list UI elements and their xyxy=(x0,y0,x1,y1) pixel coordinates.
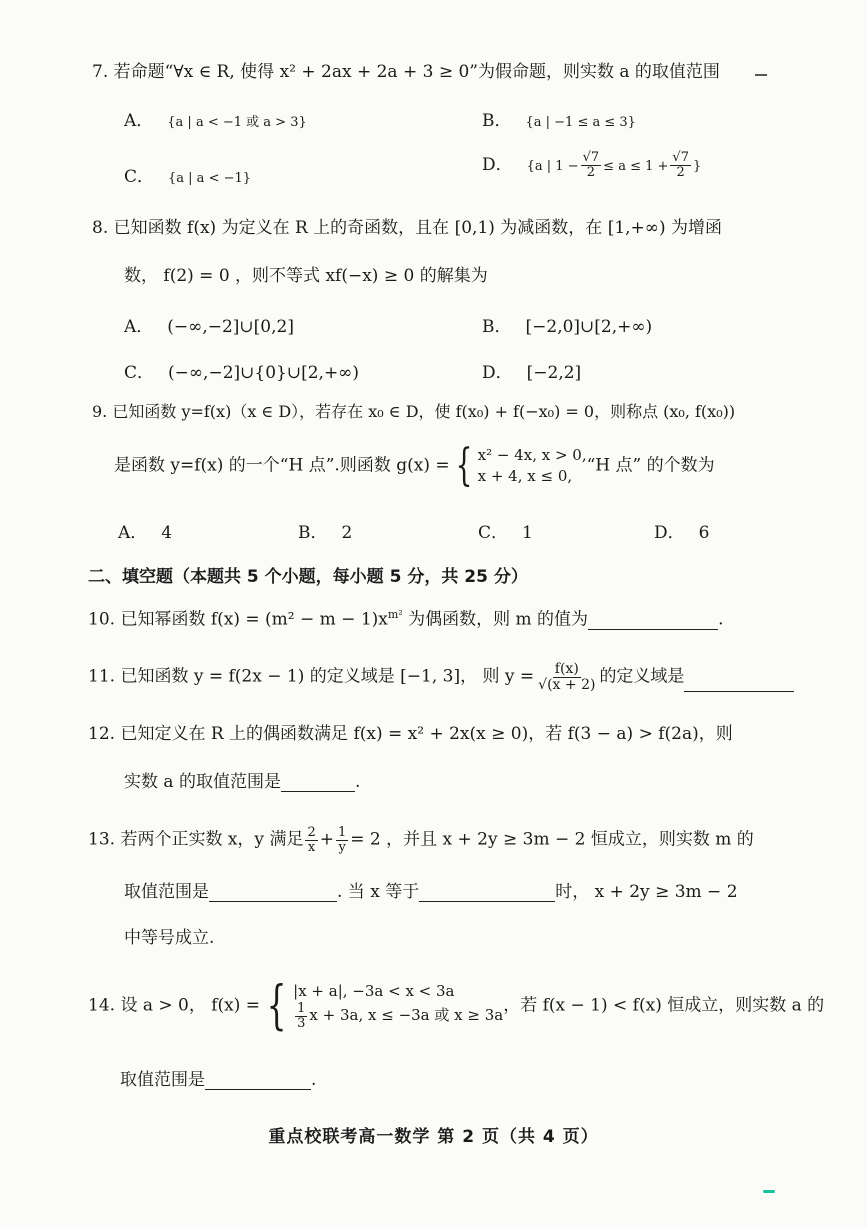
q9-line1: 9. 已知函数 y=f(x)（x ∈ D），若存在 x₀ ∈ D，使 f(x₀) + f(−x₀) = 0，则称点 (x₀, f(x₀)) xyxy=(92,402,736,421)
q14-line2: 取值范围是 . xyxy=(120,1070,317,1090)
q8-line2: 数， f(2) = 0 ，则不等式 xf(−x) ≥ 0 的解集为 xyxy=(124,266,488,286)
q12-answer-blank xyxy=(281,775,355,792)
section-heading: 二、填空题（本题共 5 个小题，每小题 5 分，共 25 分） xyxy=(88,567,528,587)
q12-line2: 实数 a 的取值范围是 . xyxy=(124,772,361,792)
q9-option-b: B． 2 xyxy=(298,523,353,543)
q9-line2: 是函数 y=f(x) 的一个“H 点”.则函数 g(x) = { x² − 4x, x > 0, x + 4, x ≤ 0, “H 点” 的个数为 xyxy=(114,440,715,491)
q8-option-d: D． [−2,2] xyxy=(482,363,582,383)
q14-line1: 14. 设 a > 0， f(x) = { |x + a|, −3a < x < 3a $\frac{1}{3}$ x + 3a, x ≤ −3a 或 x ≥ 3a ，若 f(x − 1) < f(x) 恒成立，则实数 a 的 xyxy=(88,976,825,1036)
q8-option-a: A． (−∞,−2]∪[0,2] xyxy=(124,317,294,337)
q7-option-c: C． {a | a < −1} xyxy=(124,167,252,187)
q12-line1: 12. 已知定义在 R 上的偶函数满足 f(x) = x² + 2x(x ≥ 0)，若 f(3 − a) > f(2a)，则 xyxy=(88,724,733,744)
corner-mark xyxy=(763,1190,775,1193)
q10: 10. 已知幂函数 $f(x) = (m^2 - m - 1)x^{m^2}$ 为偶函数，则 m 的值为 . xyxy=(88,608,724,630)
q7-option-b: B． {a | −1 ≤ a ≤ 3} xyxy=(482,111,636,131)
q7-stem: 7. 若命题“∀x ∈ R, 使得 x² + 2ax + 2a + 3 ≥ 0”为假命题，则实数 a 的取值范围 xyxy=(92,62,720,82)
q11: 11. 已知函数 y = f(2x − 1) 的定义域是 [−1, 3]， 则 y = $\frac{f(x)}{√(x + 2)}$ 的定义域是 xyxy=(88,662,794,692)
q9-option-c: C． 1 xyxy=(478,523,533,543)
margin-mark xyxy=(755,74,767,76)
page-footer: 重点校联考高一数学 第 2 页（共 4 页） xyxy=(268,1127,599,1147)
q13-answer-blank-2 xyxy=(419,885,555,902)
q10-answer-blank xyxy=(588,613,718,630)
q13-line3: 中等号成立. xyxy=(124,928,215,948)
q9-option-d: D． 6 xyxy=(654,523,710,543)
q11-answer-blank xyxy=(684,675,794,692)
q13-answer-blank-1 xyxy=(209,885,337,902)
q8-option-c: C． (−∞,−2]∪{0}∪[2,+∞) xyxy=(124,363,359,383)
q13-line1: 13. 若两个正实数 x，y 满足 $\frac{2}{x}$ + $\frac{1}{y}$ = 2 ，并且 x + 2y ≥ 3m − 2 恒成立，则实数 m 的 xyxy=(88,825,754,855)
q7-option-d: D． {a | 1 − $\frac{√7}{2}$ ≤ a ≤ 1 + $\frac{√7}{2}$ } xyxy=(482,150,702,180)
q14-answer-blank xyxy=(205,1073,311,1090)
q13-line2: 取值范围是 . 当 x 等于 时， x + 2y ≥ 3m − 2 xyxy=(124,882,738,902)
q7-option-a: A． {a | a < −1 或 a > 3} xyxy=(124,111,307,131)
q8-option-b: B． [−2,0]∪[2,+∞) xyxy=(482,317,653,337)
q9-option-a: A． 4 xyxy=(118,523,173,543)
q8-line1: 8. 已知函数 f(x) 为定义在 R 上的奇函数，且在 [0,1) 为减函数，在 [1,+∞) 为增函 xyxy=(92,218,722,238)
